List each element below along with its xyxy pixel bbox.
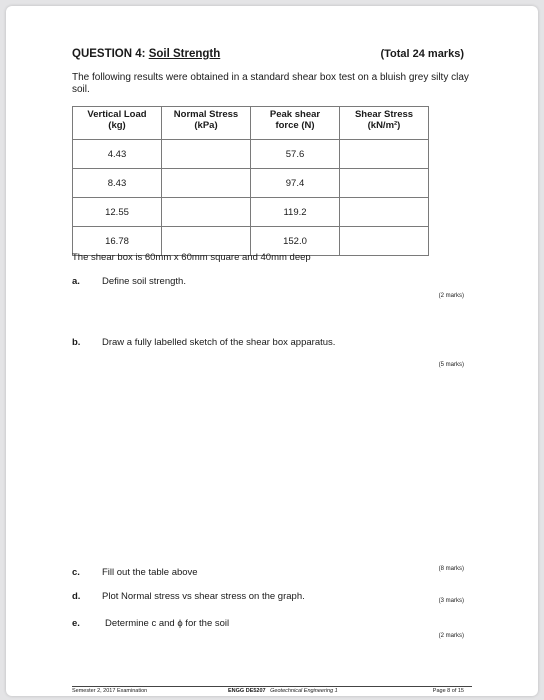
table-cell: 152.0 (251, 227, 340, 256)
header-normal-stress: Normal Stress (kPa) (162, 107, 251, 140)
header-vertical-load: Vertical Load (kg) (73, 107, 162, 140)
header-peak-shear-force: Peak shear force (N) (251, 107, 340, 140)
part-c-marks: (8 marks) (438, 566, 464, 572)
shear-test-table (72, 106, 429, 256)
question-heading (72, 48, 220, 60)
table-cell: 8.43 (73, 169, 162, 198)
part-a-text: Define soil strength. (102, 276, 186, 287)
footer-semester: Semester 2, 2017 Examination (72, 688, 148, 694)
footer-page-number: Page 8 of 15 (432, 688, 464, 694)
table-row (73, 169, 429, 198)
table-cell (162, 169, 251, 198)
question-title: Soil Strength (148, 48, 221, 60)
header-shear-stress: Shear Stress (kN/m²) (340, 107, 429, 140)
table-cell: 97.4 (251, 169, 340, 198)
question-number: QUESTION 4: (72, 48, 146, 60)
footer-course-title: Geotechnical Engineering 1 (270, 688, 338, 694)
table-cell (162, 198, 251, 227)
part-b-label: b. (72, 337, 81, 348)
part-a-label: a. (72, 276, 80, 287)
table-cell: 4.43 (73, 140, 162, 169)
part-d-label: d. (72, 591, 81, 602)
table-cell: 119.2 (251, 198, 340, 227)
table-cell: 57.6 (251, 140, 340, 169)
exam-page (6, 6, 538, 696)
table-cell (162, 140, 251, 169)
table-cell (340, 140, 429, 169)
table-cell: 12.55 (73, 198, 162, 227)
total-marks: (Total 24 marks) (380, 48, 464, 60)
question-intro: The following results were obtained in a standard shear box test on a bluish grey silty clay soil. (72, 72, 469, 95)
part-b-marks: (5 marks) (438, 362, 464, 368)
part-e-text: Determine c and ϕ for the soil (105, 618, 230, 629)
table-header-row (73, 107, 429, 140)
part-c-label: c. (72, 567, 80, 578)
table-cell (340, 169, 429, 198)
part-d-text: Plot Normal stress vs shear stress on the graph. (102, 591, 305, 602)
part-c-text: Fill out the table above (102, 567, 198, 578)
table-row (73, 140, 429, 169)
table-row (73, 198, 429, 227)
part-e-label: e. (72, 618, 80, 629)
part-e-marks: (2 marks) (438, 633, 464, 639)
footer-course-code: ENGG DE5207 (228, 688, 266, 694)
table-cell (340, 227, 429, 256)
part-a-marks: (2 marks) (438, 293, 464, 299)
part-d-marks: (3 marks) (438, 598, 464, 604)
footer-rule (72, 686, 472, 687)
part-b-text: Draw a fully labelled sketch of the shear box apparatus. (102, 337, 336, 348)
table-cell: 16.78 (73, 227, 162, 256)
table-cell (340, 198, 429, 227)
box-dimensions-note: The shear box is 60mm x 60mm square and 40mm deep (72, 252, 311, 263)
footer-course (228, 688, 338, 694)
